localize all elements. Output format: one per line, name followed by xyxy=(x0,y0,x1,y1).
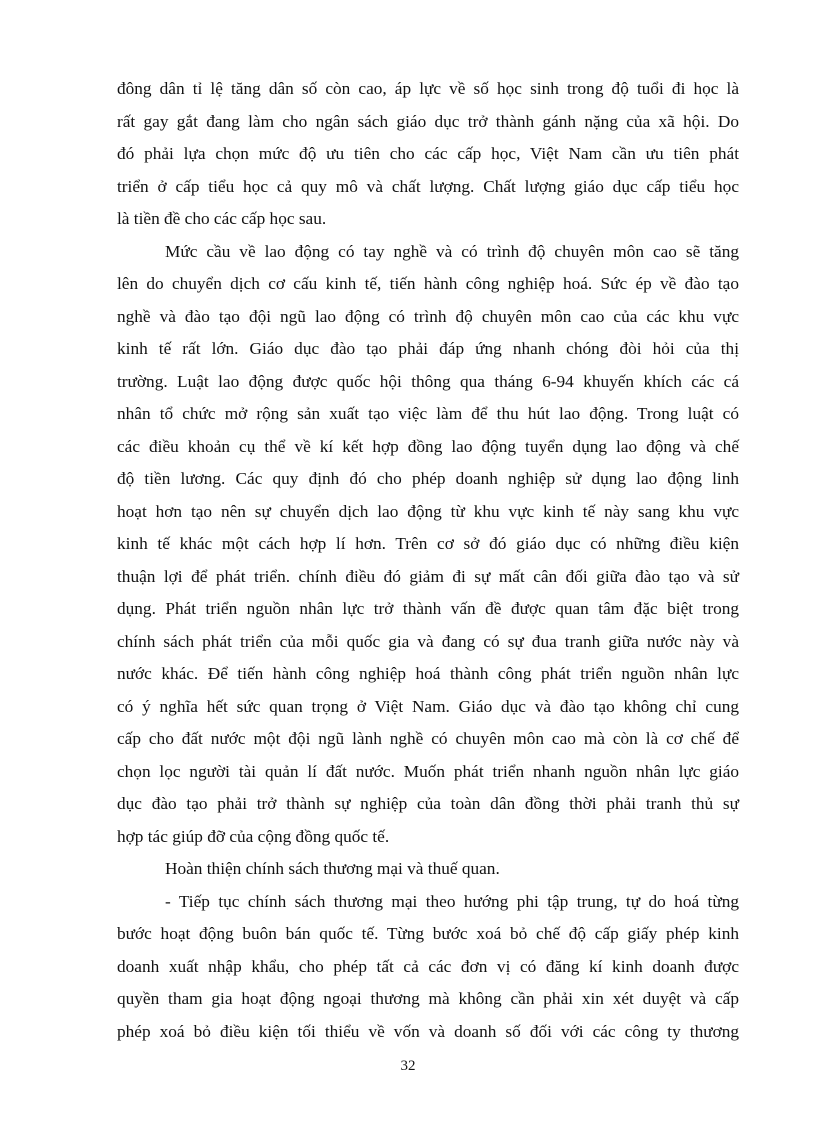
text-line: nhân tổ chức mở rộng sản xuất tạo việc làm để thu hút lao động. Trong luật có xyxy=(117,404,739,423)
text-line: doanh xuất nhập khẩu, cho phép tất cả các đơn vị có đăng kí kinh doanh được xyxy=(117,956,739,976)
text-line: chính sách phát triển của mỗi quốc gia và đang có sự đua tranh giữa nước này và xyxy=(117,631,739,651)
text-line: là tiền đề cho các cấp học sau. xyxy=(117,209,327,228)
text-line: triển ở cấp tiểu học cả quy mô và chất lượng. Chất lượng giáo dục cấp tiểu học xyxy=(117,176,739,196)
text-line: - Tiếp tục chính sách thương mại theo hướng phi tập trung, tự do hoá từng xyxy=(165,891,739,911)
text-line: bước hoạt động buôn bán quốc tế. Từng bước xoá bỏ chế độ cấp giấy phép kinh xyxy=(117,924,739,943)
text-line: đó phải lựa chọn mức độ ưu tiên cho các cấp học, Việt Nam cần ưu tiên phát xyxy=(117,144,739,163)
text-line: chọn lọc người tài quản lí đất nước. Muốn phát triển nhanh nguồn nhân lực giáo xyxy=(117,761,739,781)
text-line: kinh tế rất lớn. Giáo dục đào tạo phải đáp ứng nhanh chóng đòi hỏi của thị xyxy=(117,339,739,358)
section-heading: Hoàn thiện chính sách thương mại và thuế quan. xyxy=(165,859,500,878)
paragraph xyxy=(117,853,739,886)
body-text xyxy=(117,73,739,1048)
text-line: dục đào tạo phải trở thành sự nghiệp của toàn dân đồng thời phải tranh thủ sự xyxy=(117,794,739,813)
text-line: quyền tham gia hoạt động ngoại thương mà không cần phải xin xét duyệt và cấp xyxy=(117,989,739,1008)
text-line: các điều khoản cụ thể về kí kết hợp đồng lao động tuyển dụng lao động và chế xyxy=(117,436,739,456)
text-line: hoạt hơn tạo nên sự chuyển dịch lao động từ khu vực kinh tế này sang khu vực xyxy=(117,501,739,521)
text-line: hợp tác giúp đỡ của cộng đồng quốc tế. xyxy=(117,826,390,846)
text-line: lên do chuyển dịch cơ cấu kinh tế, tiến hành công nghiệp hoá. Sức ép về đào tạo xyxy=(117,274,739,293)
text-line: phép xoá bỏ điều kiện tối thiểu về vốn và doanh số đối với các công ty thương xyxy=(117,1021,739,1041)
text-line: nghề và đào tạo đội ngũ lao động có trình độ chuyên môn cao của các khu vực xyxy=(117,306,739,326)
text-line: Mức cầu về lao động có tay nghề và có trình độ chuyên môn cao sẽ tăng xyxy=(165,241,739,261)
paragraph xyxy=(117,236,739,854)
text-line: dụng. Phát triển nguồn nhân lực trở thành vấn đề được quan tâm đặc biệt trong xyxy=(117,599,739,618)
text-line: nước khác. Để tiến hành công nghiệp hoá thành công phát triển nguồn nhân lực xyxy=(117,664,739,683)
page-number: 32 xyxy=(400,1058,416,1074)
text-line: kinh tế khác một cách hợp lí hơn. Trên cơ sở đó giáo dục có những điều kiện xyxy=(117,534,739,553)
paragraph xyxy=(117,886,739,1049)
text-line: có ý nghĩa hết sức quan trọng ở Việt Nam. Giáo dục và đào tạo không chỉ cung xyxy=(117,696,739,716)
text-line: thuận lợi để phát triển. chính điều đó giảm đi sự mất cân đối giữa đào tạo và sử xyxy=(117,566,739,586)
text-line: rất gay gắt đang làm cho ngân sách giáo dục trở thành gánh nặng của xã hội. Do xyxy=(117,111,739,131)
text-line: cấp cho đất nước một đội ngũ lành nghề có chuyên môn cao mà còn là cơ chế để xyxy=(117,729,739,748)
text-line: độ tiền lương. Các quy định đó cho phép doanh nghiệp sử dụng lao động linh xyxy=(117,469,739,488)
text-line: trường. Luật lao động được quốc hội thông qua tháng 6-94 khuyến khích các cá xyxy=(117,371,739,391)
text-line: đông dân tỉ lệ tăng dân số còn cao, áp lực về số học sinh trong độ tuổi đi học là xyxy=(117,79,739,98)
paragraph xyxy=(117,73,739,236)
